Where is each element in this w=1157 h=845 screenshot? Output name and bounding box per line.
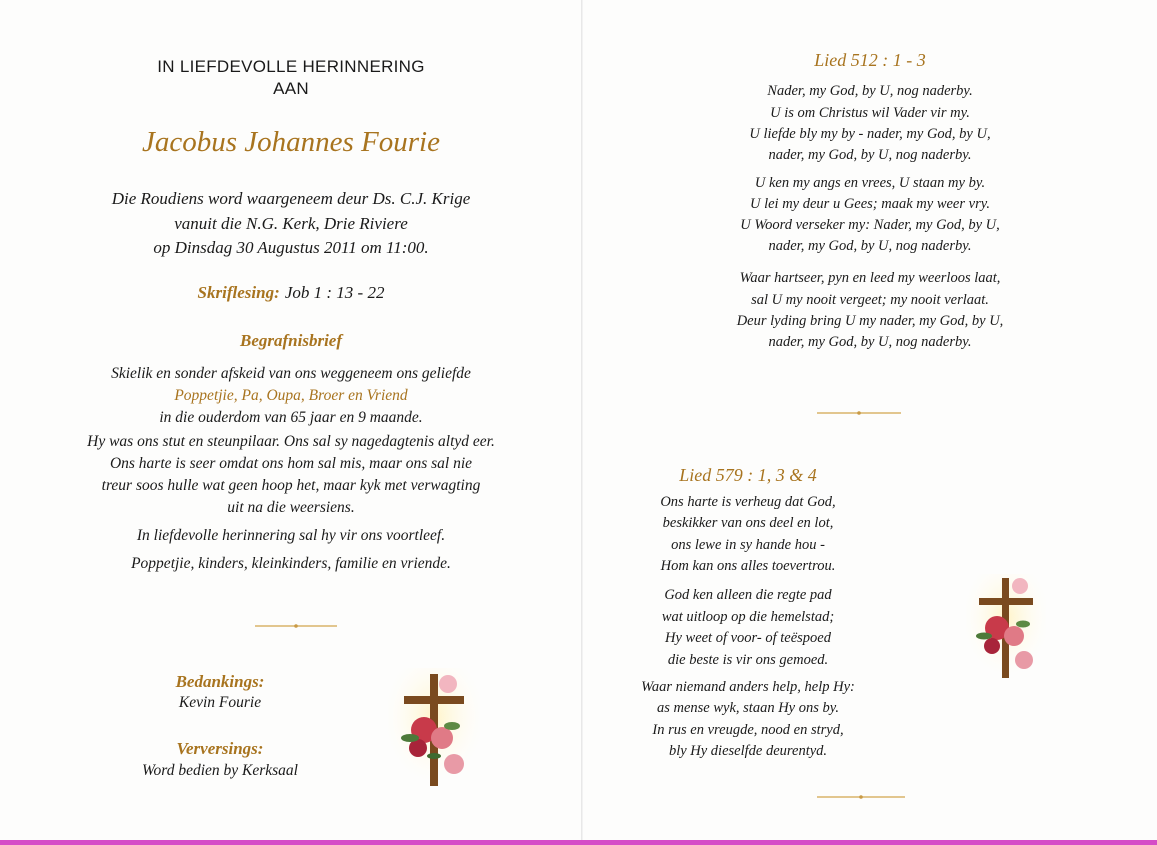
hymn-1-verse-1-line-2: U is om Christus wil Vader vir my. [770,105,970,121]
hymn-1-verse-2-line-2: U lei my deur u Gees; maak my weer vry. [750,196,990,212]
heading-line-1: IN LIEFDEVOLLE HERINNERING [157,57,425,76]
hymn-1-verse-1-line-4: nader, my God, by U, nog naderby. [768,147,972,163]
letter-line-7: uit na die weersiens. [227,499,355,516]
hymn-2-verse-3-line-3: In rus en vreugde, nood en stryd, [652,722,844,738]
letter-line-2: Poppetjie, Pa, Oupa, Broer en Vriend [174,387,408,404]
refresh-label: Verversings: [176,739,264,758]
cross-with-roses-icon [388,668,480,790]
refresh-value: Word bedien by Kerksaal [142,762,298,779]
scripture-value: Job 1 : 13 - 22 [284,283,385,302]
hymn-1-verse-2-line-3: U Woord verseker my: Nader, my God, by U, [740,217,1000,233]
hymn-2-verse-3-line-1: Waar niemand anders help, help Hy: [641,679,855,695]
ornament-divider-icon [817,411,901,414]
hymn-2-verse-1-line-1: Ons harte is verheug dat God, [660,494,836,510]
thanks-value: Kevin Fourie [178,694,262,711]
family-line: Poppetjie, kinders, kleinkinders, familie en vriende. [131,555,451,572]
hymn-1-verse-3-line-1: Waar hartseer, pyn en leed my weerloos laat, [739,270,1001,286]
hymn-2-verse-2-line-1: God ken alleen die regte pad [664,587,832,603]
hymn-2-verse-3-line-2: as mense wyk, staan Hy ons by. [656,700,840,716]
deceased-name: Jacobus Johannes Fourie [142,126,440,158]
hymn-2-title: Lied 579 : 1, 3 & 4 [679,465,817,485]
service-line-3: op Dinsdag 30 Augustus 2011 om 11:00. [153,238,429,257]
scripture-reading [0,282,582,304]
hymn-2-verse-3-line-4: bly Hy dieselfde deurentyd. [668,743,828,759]
page-bottom-edge [0,840,1157,845]
service-line-1: Die Roudiens word waargeneem deur Ds. C.J. Krige [111,189,471,208]
hymn-2-verse-1-line-4: Hom kan ons alles toevertrou. [660,558,836,574]
hymn-2-verse-2-line-4: die beste is vir ons gemoed. [667,652,829,668]
remembrance-line: In liefdevolle herinnering sal hy vir ons voortleef. [136,527,446,544]
ornament-divider-icon [255,624,337,627]
scripture-label: Skriflesing: [197,283,280,302]
hymn-1-verse-3-line-4: nader, my God, by U, nog naderby. [768,334,972,350]
letter-line-6: treur soos hulle wat geen hoop het, maar kyk met verwagting [101,477,481,494]
service-line-2: vanuit die N.G. Kerk, Drie Riviere [174,214,408,233]
thanks-label: Bedankings: [175,672,265,691]
hymn-1-verse-1-line-3: U liefde bly my by - nader, my God, by U, [749,126,991,142]
hymn-2-verse-1-line-3: ons lewe in sy hande hou - [671,537,825,553]
letter-line-3: in die ouderdom van 65 jaar en 9 maande. [159,409,423,426]
hymn-1-verse-2-line-4: nader, my God, by U, nog naderby. [768,238,972,254]
hymn-1-verse-2-line-1: U ken my angs en vrees, U staan my by. [754,175,986,191]
ornament-divider-icon [817,795,905,798]
letter-title: Begrafnisbrief [240,331,342,350]
letter-line-4: Hy was ons stut en steunpilaar. Ons sal sy nagedagtenis altyd eer. [87,433,495,450]
hymn-2-verse-1-line-2: beskikker van ons deel en lot, [662,515,834,531]
hymn-1-verse-3-line-2: sal U my nooit vergeet; my nooit verlaat. [751,292,989,308]
letter-line-5: Ons harte is seer omdat ons hom sal mis, maar ons sal nie [109,455,473,472]
cross-with-roses-icon [966,574,1046,682]
letter-line-1: Skielik en sonder afskeid van ons weggeneem ons geliefde [111,365,471,382]
hymn-1-title: Lied 512 : 1 - 3 [814,50,926,70]
hymn-2-verse-2-line-2: wat uitloop op die hemelstad; [661,609,835,625]
hymn-2-verse-2-line-3: Hy weet of voor- of teëspoed [664,630,831,646]
hymn-1-verse-1-line-1: Nader, my God, by U, nog naderby. [767,83,973,99]
hymn-1-verse-3-line-3: Deur lyding bring U my nader, my God, by U, [736,313,1004,329]
heading-line-2: AAN [273,79,309,98]
